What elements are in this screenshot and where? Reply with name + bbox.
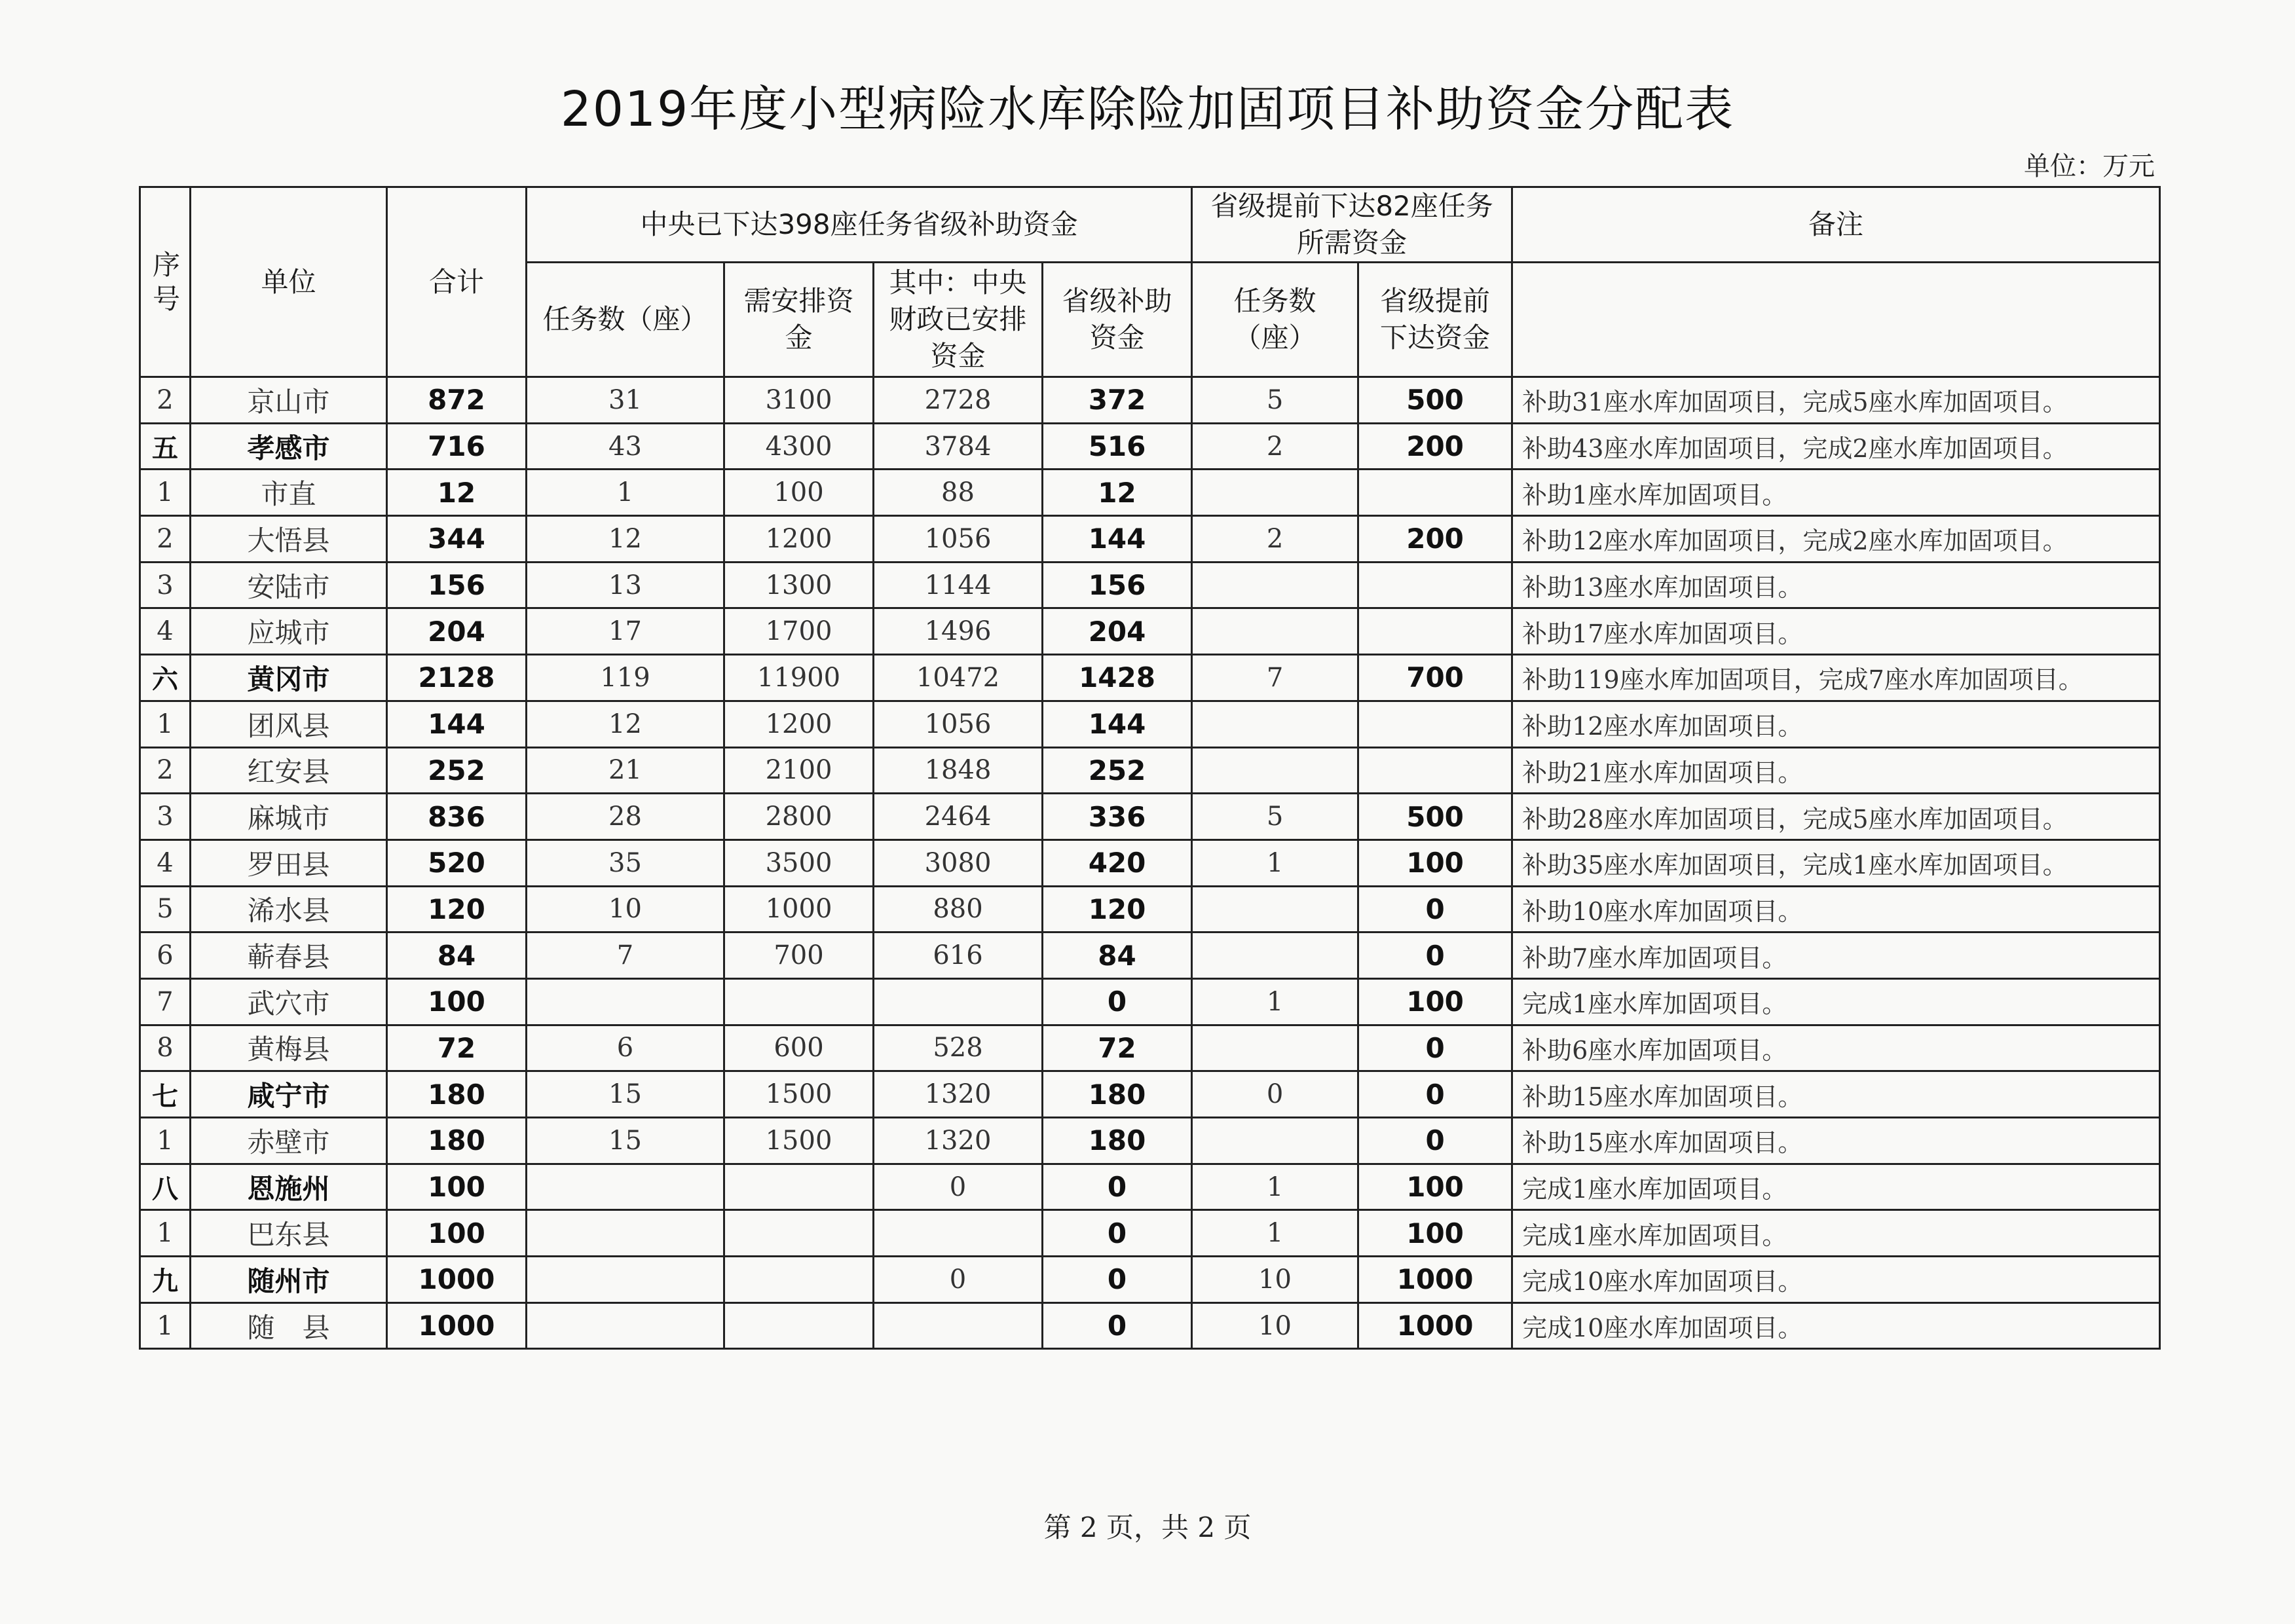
allocation-table xyxy=(139,186,2161,1350)
row-seq: 1 xyxy=(140,701,191,747)
row-seq: 1 xyxy=(140,1302,191,1349)
row-central-tasks: 21 xyxy=(527,747,724,794)
row-central-tasks: 17 xyxy=(527,608,724,655)
row-central-tasks: 12 xyxy=(527,516,724,563)
row-advance-tasks: 10 xyxy=(1192,1257,1358,1303)
row-unit: 随 县 xyxy=(191,1302,387,1349)
row-advance-tasks xyxy=(1192,608,1358,655)
row-advance-funds: 700 xyxy=(1358,655,1512,701)
row-total: 2128 xyxy=(387,655,527,701)
row-remark: 补助13座水库加固项目。 xyxy=(1512,562,2160,608)
row-total: 872 xyxy=(387,377,527,424)
row-central-required: 2100 xyxy=(724,747,874,794)
table-row xyxy=(140,470,2160,516)
row-central-provincial: 420 xyxy=(1043,840,1192,886)
row-central-tasks: 31 xyxy=(527,377,724,424)
row-central-arranged: 88 xyxy=(874,470,1043,516)
table-row xyxy=(140,562,2160,608)
row-central-tasks: 13 xyxy=(527,562,724,608)
table-row xyxy=(140,978,2160,1025)
row-central-arranged: 1320 xyxy=(874,1071,1043,1118)
table-row xyxy=(140,423,2160,470)
row-central-required xyxy=(724,1302,874,1349)
row-central-required: 1200 xyxy=(724,701,874,747)
row-central-required: 700 xyxy=(724,932,874,979)
row-advance-funds: 500 xyxy=(1358,794,1512,840)
header-remarks: 备注 xyxy=(1512,187,2160,263)
row-unit: 巴东县 xyxy=(191,1210,387,1257)
header-advance-tasks: 任务数（座） xyxy=(1192,263,1358,377)
row-remark: 完成10座水库加固项目。 xyxy=(1512,1257,2160,1303)
row-central-provincial: 372 xyxy=(1043,377,1192,424)
row-central-tasks: 10 xyxy=(527,886,724,932)
row-total: 836 xyxy=(387,794,527,840)
row-total: 716 xyxy=(387,423,527,470)
row-central-arranged: 616 xyxy=(874,932,1043,979)
row-central-provincial: 0 xyxy=(1043,1302,1192,1349)
row-advance-funds: 0 xyxy=(1358,1071,1512,1118)
row-seq: 2 xyxy=(140,747,191,794)
row-advance-funds: 0 xyxy=(1358,886,1512,932)
row-total: 72 xyxy=(387,1025,527,1071)
row-seq: 1 xyxy=(140,1118,191,1164)
row-central-provincial: 0 xyxy=(1043,978,1192,1025)
row-central-required xyxy=(724,1257,874,1303)
row-central-required: 1500 xyxy=(724,1118,874,1164)
row-central-arranged: 10472 xyxy=(874,655,1043,701)
row-seq: 5 xyxy=(140,886,191,932)
row-remark: 补助17座水库加固项目。 xyxy=(1512,608,2160,655)
row-central-required: 1200 xyxy=(724,516,874,563)
row-unit: 应城市 xyxy=(191,608,387,655)
row-total: 252 xyxy=(387,747,527,794)
row-central-tasks: 119 xyxy=(527,655,724,701)
row-central-required: 600 xyxy=(724,1025,874,1071)
row-central-tasks: 28 xyxy=(527,794,724,840)
row-total: 120 xyxy=(387,886,527,932)
row-central-tasks: 15 xyxy=(527,1118,724,1164)
header-unit: 单位 xyxy=(191,187,387,377)
row-advance-tasks xyxy=(1192,470,1358,516)
row-total: 1000 xyxy=(387,1302,527,1349)
row-advance-funds: 0 xyxy=(1358,932,1512,979)
row-total: 344 xyxy=(387,516,527,563)
row-advance-tasks: 5 xyxy=(1192,794,1358,840)
row-central-required xyxy=(724,1210,874,1257)
row-central-tasks xyxy=(527,1210,724,1257)
row-advance-tasks: 1 xyxy=(1192,978,1358,1025)
row-central-required: 11900 xyxy=(724,655,874,701)
row-central-arranged: 3784 xyxy=(874,423,1043,470)
row-central-arranged: 2464 xyxy=(874,794,1043,840)
row-remark: 补助12座水库加固项目，完成2座水库加固项目。 xyxy=(1512,516,2160,563)
row-seq: 五 xyxy=(140,423,191,470)
table-row xyxy=(140,794,2160,840)
row-advance-tasks: 1 xyxy=(1192,1164,1358,1210)
row-seq: 7 xyxy=(140,978,191,1025)
row-seq: 九 xyxy=(140,1257,191,1303)
row-advance-funds: 200 xyxy=(1358,516,1512,563)
row-advance-tasks: 2 xyxy=(1192,516,1358,563)
row-remark: 补助10座水库加固项目。 xyxy=(1512,886,2160,932)
row-central-required: 1300 xyxy=(724,562,874,608)
row-unit: 大悟县 xyxy=(191,516,387,563)
row-advance-tasks: 5 xyxy=(1192,377,1358,424)
row-central-tasks xyxy=(527,1257,724,1303)
header-central-tasks: 任务数（座） xyxy=(527,263,724,377)
row-unit: 孝感市 xyxy=(191,423,387,470)
row-remark: 补助15座水库加固项目。 xyxy=(1512,1118,2160,1164)
table-row xyxy=(140,1025,2160,1071)
row-unit: 罗田县 xyxy=(191,840,387,886)
row-central-tasks: 6 xyxy=(527,1025,724,1071)
table-row xyxy=(140,1164,2160,1210)
row-central-tasks: 43 xyxy=(527,423,724,470)
row-central-provincial: 72 xyxy=(1043,1025,1192,1071)
row-central-arranged: 528 xyxy=(874,1025,1043,1071)
header-central-required: 需安排资金 xyxy=(724,263,874,377)
row-central-provincial: 156 xyxy=(1043,562,1192,608)
row-central-arranged: 0 xyxy=(874,1164,1043,1210)
row-remark: 完成1座水库加固项目。 xyxy=(1512,978,2160,1025)
row-unit: 随州市 xyxy=(191,1257,387,1303)
row-central-provincial: 12 xyxy=(1043,470,1192,516)
row-advance-tasks xyxy=(1192,562,1358,608)
row-central-provincial: 1428 xyxy=(1043,655,1192,701)
row-remark: 补助12座水库加固项目。 xyxy=(1512,701,2160,747)
table-row xyxy=(140,608,2160,655)
row-advance-funds xyxy=(1358,701,1512,747)
row-total: 12 xyxy=(387,470,527,516)
header-seq: 序号 xyxy=(140,187,191,377)
row-remark: 完成1座水库加固项目。 xyxy=(1512,1210,2160,1257)
row-central-provincial: 144 xyxy=(1043,516,1192,563)
row-advance-funds: 1000 xyxy=(1358,1257,1512,1303)
row-seq: 2 xyxy=(140,377,191,424)
row-remark: 补助1座水库加固项目。 xyxy=(1512,470,2160,516)
table-row xyxy=(140,747,2160,794)
row-central-arranged: 880 xyxy=(874,886,1043,932)
row-seq: 3 xyxy=(140,794,191,840)
row-unit: 赤壁市 xyxy=(191,1118,387,1164)
table-row xyxy=(140,932,2160,979)
row-central-tasks xyxy=(527,978,724,1025)
row-central-provincial: 336 xyxy=(1043,794,1192,840)
row-central-required: 1000 xyxy=(724,886,874,932)
row-seq: 8 xyxy=(140,1025,191,1071)
row-unit: 蕲春县 xyxy=(191,932,387,979)
table-row xyxy=(140,840,2160,886)
table-row xyxy=(140,1071,2160,1118)
row-advance-tasks xyxy=(1192,1025,1358,1071)
row-total: 100 xyxy=(387,978,527,1025)
row-advance-tasks: 10 xyxy=(1192,1302,1358,1349)
row-central-arranged xyxy=(874,978,1043,1025)
row-unit: 咸宁市 xyxy=(191,1071,387,1118)
page-footer: 第 2 页，共 2 页 xyxy=(1043,1511,1252,1543)
row-remark: 补助119座水库加固项目，完成7座水库加固项目。 xyxy=(1512,655,2160,701)
header-central-group: 中央已下达398座任务省级补助资金 xyxy=(527,187,1192,263)
row-central-required: 1700 xyxy=(724,608,874,655)
row-unit: 武穴市 xyxy=(191,978,387,1025)
row-remark: 补助15座水库加固项目。 xyxy=(1512,1071,2160,1118)
row-seq: 1 xyxy=(140,470,191,516)
row-central-required xyxy=(724,1164,874,1210)
table-row xyxy=(140,1118,2160,1164)
row-advance-funds xyxy=(1358,562,1512,608)
row-central-arranged: 3080 xyxy=(874,840,1043,886)
row-unit: 红安县 xyxy=(191,747,387,794)
row-seq: 3 xyxy=(140,562,191,608)
row-central-arranged: 0 xyxy=(874,1257,1043,1303)
row-central-arranged xyxy=(874,1302,1043,1349)
row-central-arranged: 1144 xyxy=(874,562,1043,608)
row-central-tasks: 35 xyxy=(527,840,724,886)
table-row xyxy=(140,1210,2160,1257)
row-central-required: 1500 xyxy=(724,1071,874,1118)
row-central-provincial: 252 xyxy=(1043,747,1192,794)
row-central-provincial: 120 xyxy=(1043,886,1192,932)
row-central-provincial: 0 xyxy=(1043,1210,1192,1257)
row-advance-funds: 500 xyxy=(1358,377,1512,424)
row-total: 100 xyxy=(387,1164,527,1210)
row-advance-tasks: 1 xyxy=(1192,840,1358,886)
row-central-arranged: 1848 xyxy=(874,747,1043,794)
row-central-arranged: 1056 xyxy=(874,701,1043,747)
header-remarks-empty xyxy=(1512,263,2160,377)
row-unit: 市直 xyxy=(191,470,387,516)
row-advance-tasks xyxy=(1192,932,1358,979)
row-central-provincial: 144 xyxy=(1043,701,1192,747)
row-advance-funds: 100 xyxy=(1358,978,1512,1025)
row-central-arranged: 1320 xyxy=(874,1118,1043,1164)
row-seq: 6 xyxy=(140,932,191,979)
header-advance-group: 省级提前下达82座任务所需资金 xyxy=(1192,187,1512,263)
row-total: 156 xyxy=(387,562,527,608)
row-total: 180 xyxy=(387,1118,527,1164)
table-row xyxy=(140,377,2160,424)
row-advance-funds: 0 xyxy=(1358,1118,1512,1164)
row-advance-funds xyxy=(1358,470,1512,516)
row-advance-tasks xyxy=(1192,886,1358,932)
row-central-required: 2800 xyxy=(724,794,874,840)
unit-label: 单位：万元 xyxy=(2024,151,2155,181)
row-central-tasks: 12 xyxy=(527,701,724,747)
row-total: 84 xyxy=(387,932,527,979)
page-title: 2019年度小型病险水库除险加固项目补助资金分配表 xyxy=(560,81,1735,138)
row-central-provincial: 0 xyxy=(1043,1257,1192,1303)
row-unit: 黄冈市 xyxy=(191,655,387,701)
table-row xyxy=(140,516,2160,563)
row-central-arranged: 2728 xyxy=(874,377,1043,424)
row-advance-funds xyxy=(1358,747,1512,794)
row-advance-tasks xyxy=(1192,1118,1358,1164)
table-row xyxy=(140,1257,2160,1303)
row-remark: 补助31座水库加固项目，完成5座水库加固项目。 xyxy=(1512,377,2160,424)
row-total: 180 xyxy=(387,1071,527,1118)
row-central-arranged: 1496 xyxy=(874,608,1043,655)
row-central-tasks: 7 xyxy=(527,932,724,979)
row-central-tasks xyxy=(527,1302,724,1349)
row-unit: 黄梅县 xyxy=(191,1025,387,1071)
row-unit: 恩施州 xyxy=(191,1164,387,1210)
row-remark: 补助43座水库加固项目，完成2座水库加固项目。 xyxy=(1512,423,2160,470)
header-advance-funds: 省级提前下达资金 xyxy=(1358,263,1512,377)
row-advance-tasks xyxy=(1192,747,1358,794)
table-row xyxy=(140,1302,2160,1349)
row-total: 144 xyxy=(387,701,527,747)
row-remark: 补助6座水库加固项目。 xyxy=(1512,1025,2160,1071)
row-advance-funds: 1000 xyxy=(1358,1302,1512,1349)
row-central-tasks: 15 xyxy=(527,1071,724,1118)
row-remark: 补助35座水库加固项目，完成1座水库加固项目。 xyxy=(1512,840,2160,886)
row-advance-funds: 0 xyxy=(1358,1025,1512,1071)
table-row xyxy=(140,655,2160,701)
row-central-provincial: 0 xyxy=(1043,1164,1192,1210)
table-row xyxy=(140,701,2160,747)
row-unit: 浠水县 xyxy=(191,886,387,932)
row-total: 100 xyxy=(387,1210,527,1257)
row-advance-funds xyxy=(1358,608,1512,655)
row-central-provincial: 204 xyxy=(1043,608,1192,655)
row-central-required: 100 xyxy=(724,470,874,516)
header-central-provincial: 省级补助资金 xyxy=(1043,263,1192,377)
row-total: 520 xyxy=(387,840,527,886)
row-central-arranged: 1056 xyxy=(874,516,1043,563)
table-row xyxy=(140,886,2160,932)
row-central-provincial: 180 xyxy=(1043,1071,1192,1118)
row-central-required xyxy=(724,978,874,1025)
row-advance-funds: 100 xyxy=(1358,1210,1512,1257)
row-remark: 补助21座水库加固项目。 xyxy=(1512,747,2160,794)
row-total: 1000 xyxy=(387,1257,527,1303)
row-remark: 补助28座水库加固项目，完成5座水库加固项目。 xyxy=(1512,794,2160,840)
row-advance-tasks: 7 xyxy=(1192,655,1358,701)
row-central-required: 3500 xyxy=(724,840,874,886)
header-total: 合计 xyxy=(387,187,527,377)
row-unit: 安陆市 xyxy=(191,562,387,608)
row-central-provincial: 84 xyxy=(1043,932,1192,979)
row-central-required: 4300 xyxy=(724,423,874,470)
row-unit: 麻城市 xyxy=(191,794,387,840)
row-total: 204 xyxy=(387,608,527,655)
row-central-tasks xyxy=(527,1164,724,1210)
row-unit: 京山市 xyxy=(191,377,387,424)
row-advance-funds: 200 xyxy=(1358,423,1512,470)
row-central-arranged xyxy=(874,1210,1043,1257)
row-advance-tasks: 2 xyxy=(1192,423,1358,470)
row-seq: 七 xyxy=(140,1071,191,1118)
row-central-required: 3100 xyxy=(724,377,874,424)
row-advance-tasks xyxy=(1192,701,1358,747)
row-seq: 1 xyxy=(140,1210,191,1257)
row-advance-funds: 100 xyxy=(1358,1164,1512,1210)
row-remark: 完成10座水库加固项目。 xyxy=(1512,1302,2160,1349)
row-unit: 团风县 xyxy=(191,701,387,747)
row-advance-tasks: 0 xyxy=(1192,1071,1358,1118)
row-central-tasks: 1 xyxy=(527,470,724,516)
table-body xyxy=(140,377,2160,1349)
row-remark: 完成1座水库加固项目。 xyxy=(1512,1164,2160,1210)
row-seq: 2 xyxy=(140,516,191,563)
row-central-provincial: 180 xyxy=(1043,1118,1192,1164)
row-seq: 4 xyxy=(140,608,191,655)
row-advance-tasks: 1 xyxy=(1192,1210,1358,1257)
row-seq: 4 xyxy=(140,840,191,886)
row-central-provincial: 516 xyxy=(1043,423,1192,470)
header-central-arranged: 其中：中央财政已安排资金 xyxy=(874,263,1043,377)
row-seq: 八 xyxy=(140,1164,191,1210)
row-seq: 六 xyxy=(140,655,191,701)
row-remark: 补助7座水库加固项目。 xyxy=(1512,932,2160,979)
row-advance-funds: 100 xyxy=(1358,840,1512,886)
